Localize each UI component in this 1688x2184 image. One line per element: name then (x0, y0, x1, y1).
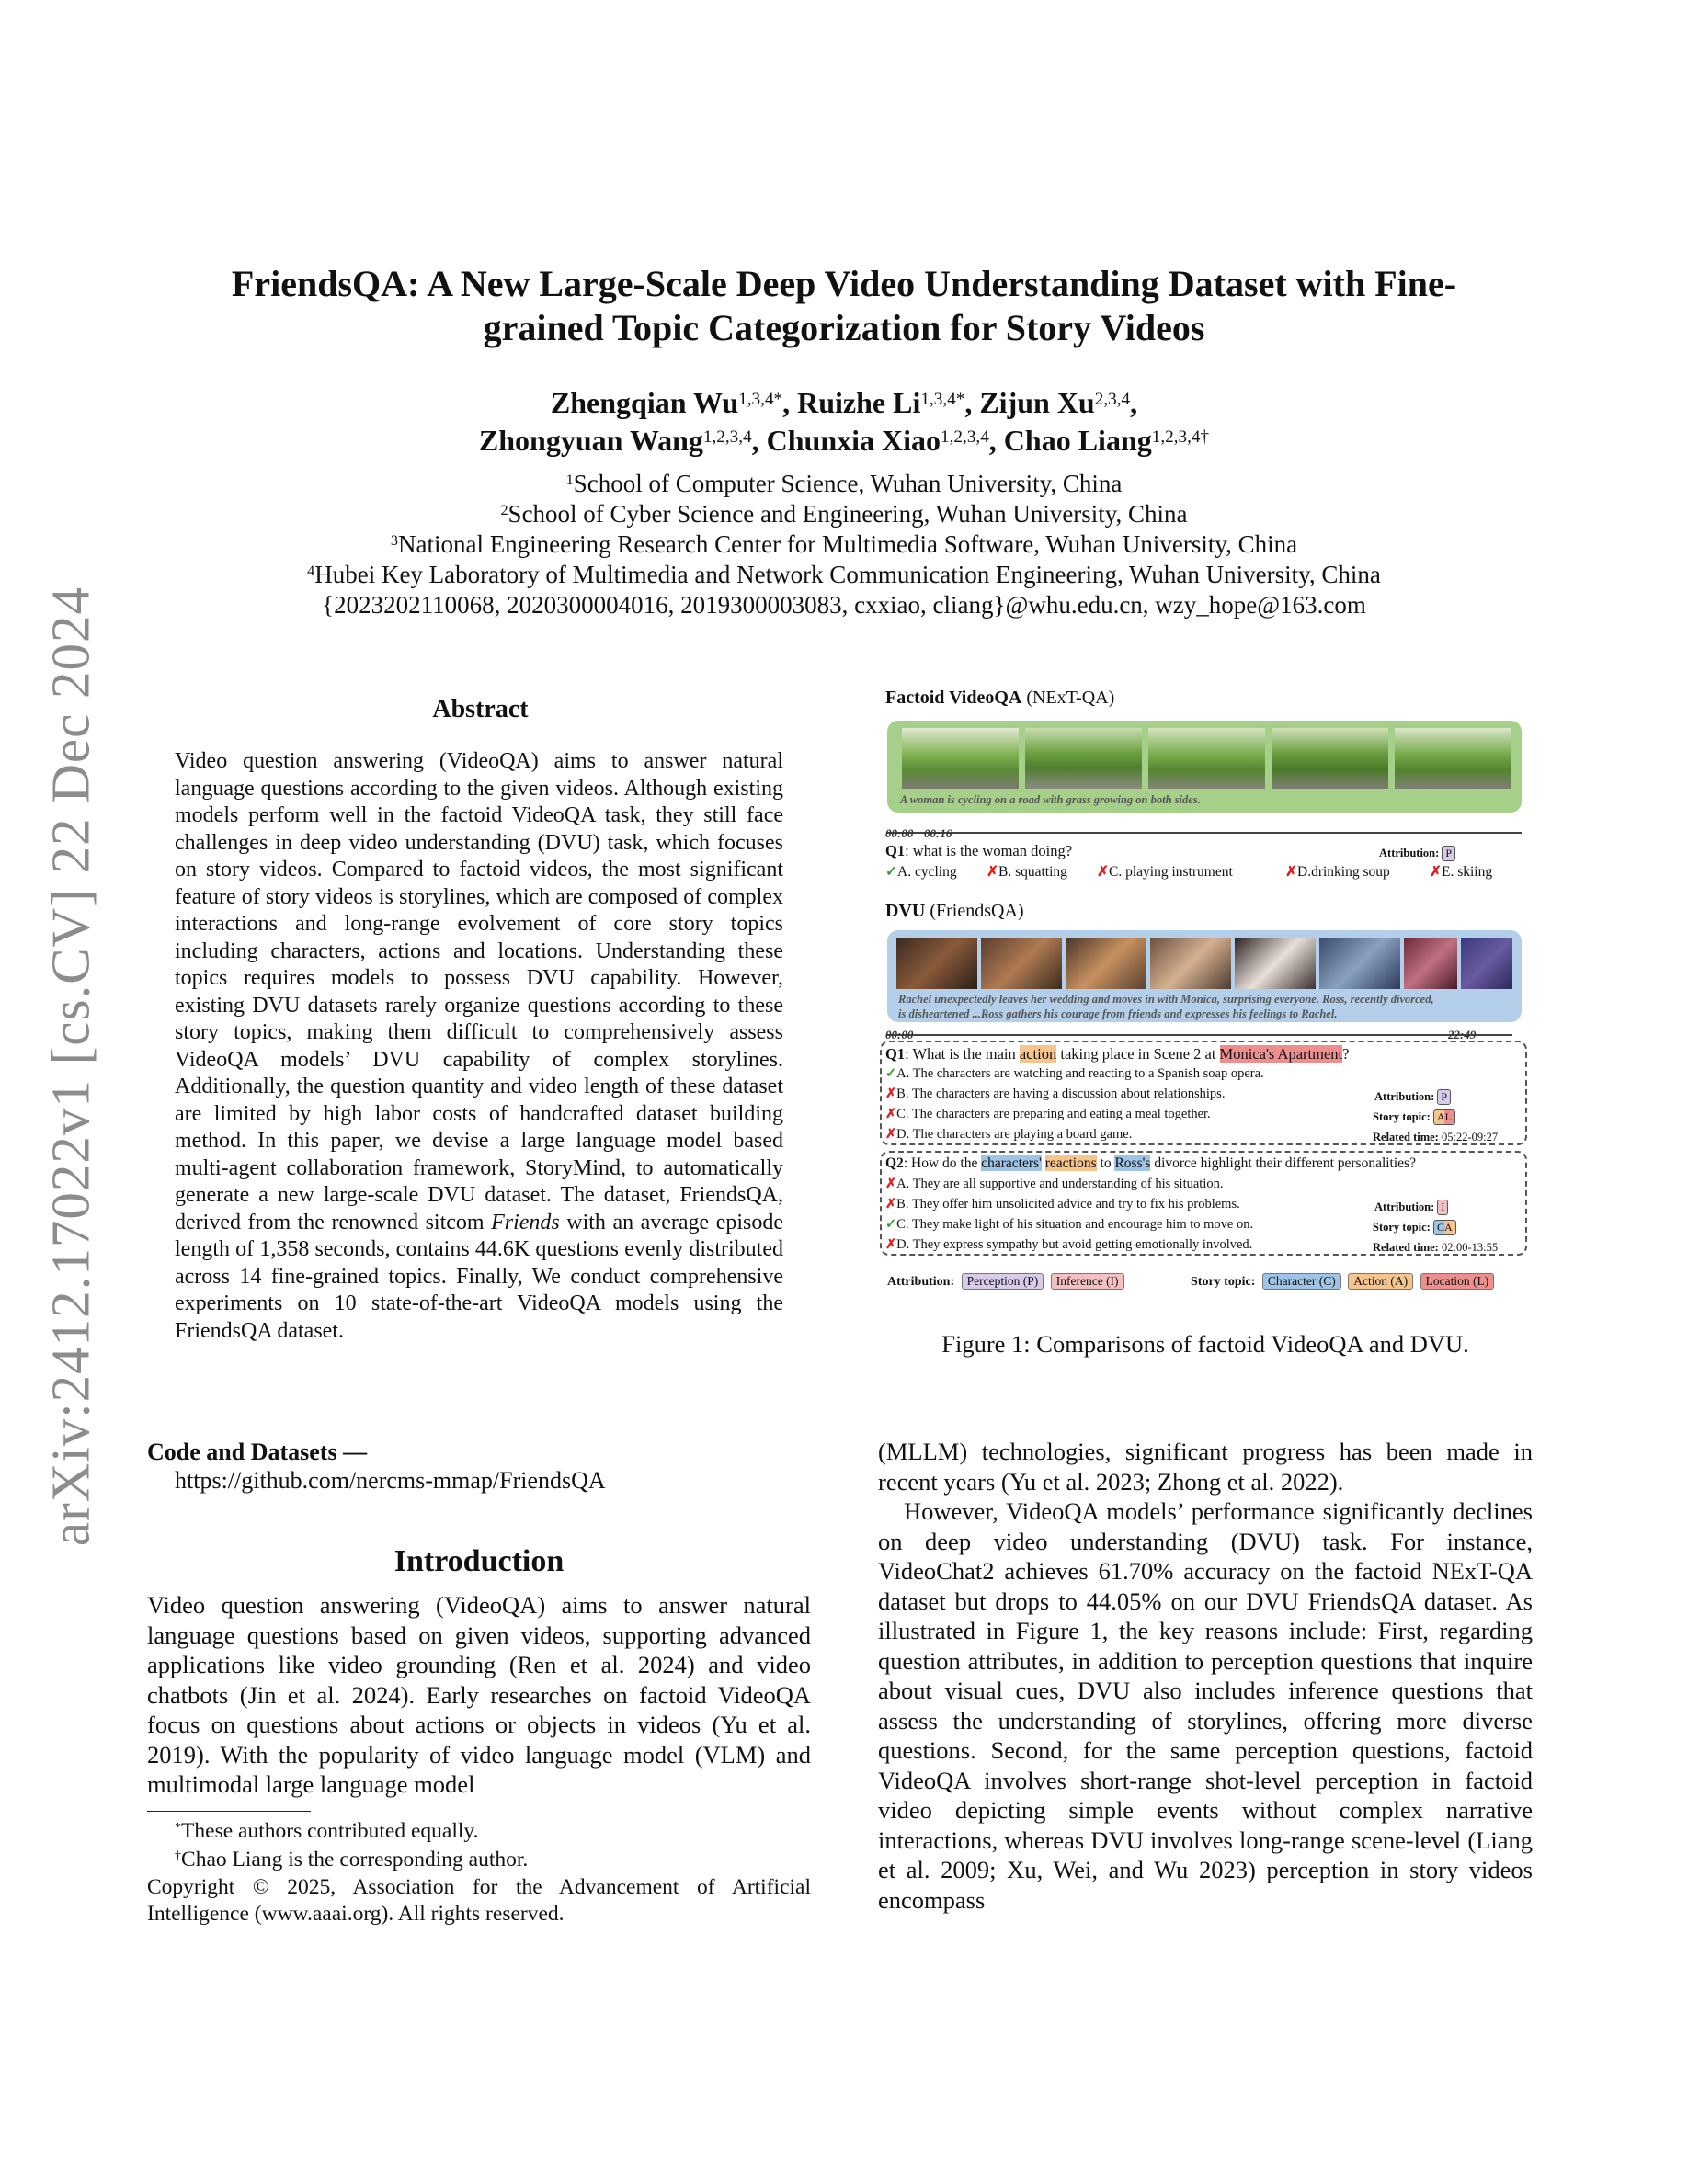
dvu-q1-time: Related time: 05:22-09:27 (1373, 1131, 1499, 1143)
dvu-q1-topic: Story topic: AL (1373, 1109, 1455, 1125)
abstract-text: Video question answering (VideoQA) aims to answer natural language questions according to the given videos. Although existing models perform well in the factoid VideoQA task, they still face challenges in deep video understanding (DVU) task, which focuses on story videos. Compared to factoid videos, the most significant feature of story videos is storylines, which are composed of complex interactions and long-range evolvement of core story topics including characters, actions and locations. Understanding these topics requires models to possess DVU capability. However, existing DVU datasets rarely organize questions according to these story topics, making them difficult to comprehensively assess VideoQA models’ DVU capability of complex storylines. Additionally, the question quantity and video length of these dataset are limited by high labor costs of handcrafted dataset building method. In this paper, we devise a large language model based multi-agent collaboration framework, StoryMind, to automatically generate a new large-scale DVU dataset. The dataset, FriendsQA, derived from the renowned sitcom Friends with an average episode length of 1,358 seconds, contains 44.6K questions evenly distributed across 14 fine-grained topics. Finally, We conduct comprehensive experiments on 10 state-of-the-art VideoQA models using the FriendsQA dataset. (175, 749, 784, 1343)
factoid-video-strip (887, 721, 1522, 813)
factoid-attribution: Attribution: P (1379, 846, 1455, 861)
factoid-frame-4 (1272, 728, 1388, 789)
code-url-link[interactable]: https://github.com/nercms-mmap/FriendsQA (175, 1467, 606, 1494)
dvu-q2-topic: Story topic: CA (1373, 1220, 1456, 1235)
factoid-frame-5 (1395, 728, 1511, 789)
legend-story-topic: Story topic: Character (C) Action (A) Location (L) (1191, 1273, 1494, 1290)
dvu-frame-4 (1150, 938, 1231, 989)
factoid-time-mid: 00:16 (924, 826, 952, 840)
introduction-heading: Introduction (393, 1544, 565, 1578)
dvu-q2-time: Related time: 02:00-13:55 (1373, 1241, 1499, 1254)
factoid-timeline (887, 832, 1522, 834)
legend-attribution: Attribution: Perception (P) Inference (I) (887, 1273, 1124, 1290)
arxiv-stamp: arXiv:2412.17022v1 [cs.CV] 22 Dec 2024 (40, 586, 101, 1547)
figure-1 (878, 680, 1533, 1305)
copyright-notice: Copyright © 2025, Association for the Advancement of Artificial Intelligence (www.aaai.org). All rights reserved. (147, 1875, 811, 1926)
factoid-frame-1 (902, 728, 1019, 789)
footnote-2: †Chao Liang is the corresponding author. (175, 1848, 529, 1871)
affiliation-4: $^4$Hubei Key Laboratory of Multimedia and Network Communication Engineering, Wuhan University, China (307, 561, 1381, 588)
dvu-q1-option-b: ✗B. The characters are having a discussion about relationships. (885, 1086, 1226, 1101)
introduction-text: Video question answering (VideoQA) aims to answer natural language questions based on given videos, supporting advanced applications like video grounding (Ren et al. 2024) and video chatbots (Jin et al. 2024). Early researches on factoid VideoQA focus on questions about actions or objects in videos (Yu et al. 2019). With the popularity of video language model (VLM) and multimodal large language model (147, 1591, 811, 1798)
dvu-frame-3 (1066, 938, 1146, 989)
footnote-rule (147, 1811, 311, 1812)
dvu-time-start: 00:00 (885, 1028, 914, 1041)
factoid-caption: A woman is cycling on a road with grass growing on both sides. (900, 793, 1201, 806)
author-emails: {2023202110068, 2020300004016, 2019300003083, cxxiao, cliang}@whu.edu.cn, wzy_hope@163.com (322, 591, 1366, 619)
affiliation-1: $^1$School of Computer Science, Wuhan University, China (565, 470, 1123, 497)
factoid-option-e: ✗E. skiing (1430, 864, 1493, 880)
factoid-frame-2 (1025, 728, 1142, 789)
dvu-caption-line-2: is disheartened ...Ross gathers his courage from friends and expresses his feelings to Rachel. (898, 1007, 1338, 1020)
dvu-frame-7 (1404, 938, 1457, 989)
author-list: Zhengqian $Wu^{1,3,4*}$, Ruizhe $Li^{1,3,4*}$, Zijun Xu$^{2,3,4}$, Zhongyuan Wang$^{1,2,3,4}$, Chunxia Xiao$^{1,2,3,4}$, Chao Liang$^{1,2,3,4\dagger}$ (478, 386, 1210, 457)
dvu-q1-question: Q1: What is the main action taking place in Scene 2 at Monica's Apartment? (885, 1045, 1350, 1063)
paper-title: FriendsQA: A New Large-Scale Deep Video Understanding Dataset with Fine-grained Topic Categorization for Story Videos (231, 263, 1457, 348)
factoid-option-a: ✓A. cycling (885, 864, 957, 880)
paragraph-1: (MLLM) technologies, significant progress has been made in recent years (Yu et al. 2023; Zhong et al. 2022). (878, 1438, 1533, 1496)
figure-caption: Figure 1: Comparisons of factoid VideoQA and DVU. (941, 1330, 1469, 1358)
dvu-q1-option-d: ✗D. The characters are playing a board game. (885, 1127, 1133, 1142)
footnotes (147, 1817, 811, 1928)
dvu-frame-1 (896, 938, 977, 989)
dvu-frame-2 (981, 938, 1062, 989)
dvu-time-end: 22:49 (1448, 1028, 1477, 1041)
right-column-text (878, 1437, 1533, 1915)
dvu-video-strip (887, 930, 1522, 1022)
affiliation-2: $^2$School of Cyber Science and Engineering, Wuhan University, China (500, 500, 1188, 528)
factoid-title: Factoid VideoQA (NExT-QA) (885, 688, 1115, 708)
dvu-q2-attribution: Attribution: I (1374, 1200, 1448, 1215)
dvu-q2-option-d: ✗D. They express sympathy but avoid getting emotionally involved. (885, 1237, 1253, 1252)
dvu-q2-option-a: ✗A. They are all supportive and understanding of his situation. (885, 1177, 1224, 1191)
dvu-q2-option-b: ✗B. They offer him unsolicited advice and try to fix his problems. (885, 1197, 1240, 1211)
factoid-option-b: ✗B. squatting (987, 864, 1067, 880)
dvu-caption-line-1: Rachel unexpectedly leaves her wedding and moves in with Monica, surprising everyone. Ross, recently divorced, (898, 993, 1434, 1006)
dvu-q2-option-c: ✓C. They make light of his situation and encourage him to move on. (885, 1217, 1254, 1232)
factoid-frame-3 (1148, 728, 1265, 789)
dvu-q2-question: Q2: How do the characters' reactions to Ross's divorce highlight their different personalities? (885, 1155, 1416, 1171)
factoid-question: Q1: what is the woman doing? (885, 842, 1073, 859)
dvu-q1-option-c: ✗C. The characters are preparing and eating a meal together. (885, 1107, 1211, 1121)
factoid-option-c: ✗C. playing instrument (1097, 864, 1233, 880)
dvu-title: DVU (FriendsQA) (885, 901, 1024, 921)
dvu-frame-5 (1235, 938, 1316, 989)
dvu-timeline (887, 1034, 1512, 1036)
abstract-heading: Abstract (432, 695, 529, 723)
factoid-option-d: ✗D.drinking soup (1285, 864, 1390, 880)
dvu-q1-attribution: Attribution: P (1374, 1089, 1451, 1105)
dvu-frame-8 (1461, 938, 1512, 989)
affiliation-3: $^3$National Engineering Research Center for Multimedia Software, Wuhan University, China (390, 530, 1298, 558)
dvu-q1-option-a: ✓A. The characters are watching and reacting to a Spanish soap opera. (885, 1066, 1264, 1081)
code-heading: Code and Datasets — (147, 1439, 368, 1465)
dvu-frame-6 (1319, 938, 1400, 989)
affiliations (184, 469, 1504, 620)
footnote-1: *These authors contributed equally. (175, 1819, 479, 1843)
paragraph-2: However, VideoQA models’ performance significantly declines on deep video understanding (DVU) task. For instance, VideoChat2 achieves 61.70% accuracy on the factoid NExT-QA dataset but drops to 44.05% on our DVU FriendsQA dataset. As illustrated in Figure 1, the key reasons include: First, regarding question attributes, in addition to perception questions that inquire about visual cues, DVU also includes inference questions that assess the understanding of storylines, offering more diverse questions. Second, for the same perception questions, factoid VideoQA involves short-range shot-level perception in factoid video depicting simple events without complex narrative interactions, whereas DVU involves long-range scene-level (Liang et al. 2009; Xu, Wei, and Wu 2023) perception in story videos encompass (878, 1497, 1533, 1914)
factoid-time-start: 00:00 (885, 826, 914, 840)
